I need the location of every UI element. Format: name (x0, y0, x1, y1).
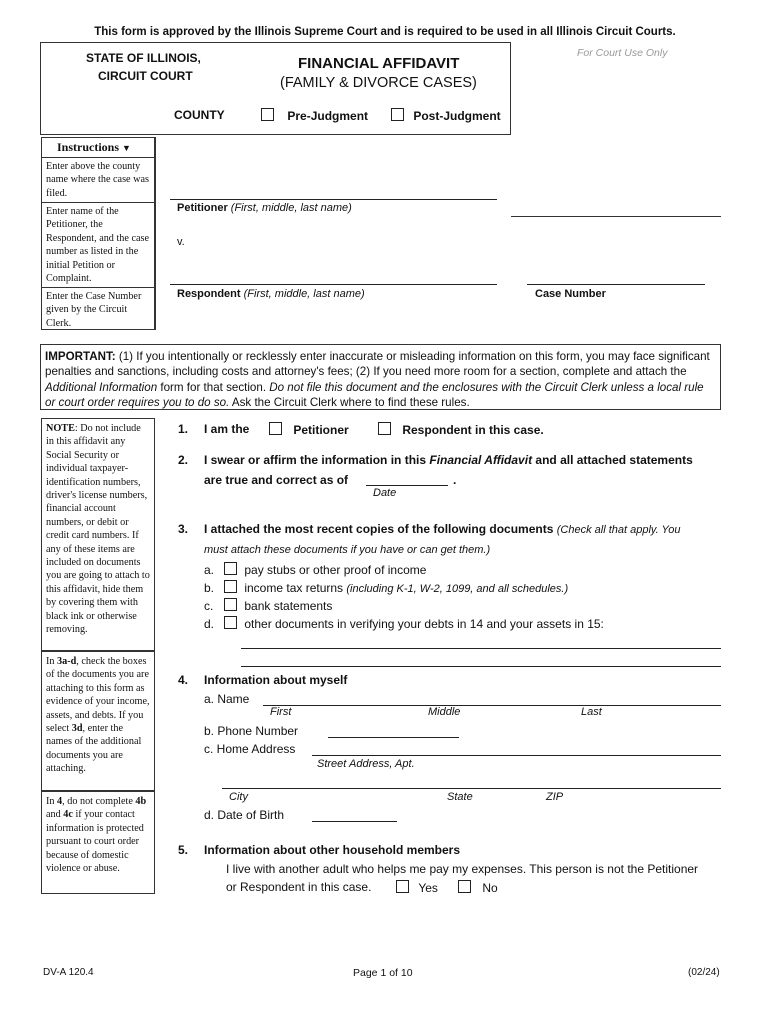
n4-and: and (46, 809, 64, 821)
petitioner-hint: (First, middle, last name) (230, 202, 352, 214)
s4-city-input[interactable] (222, 788, 721, 789)
s4-name-label: a. Name (204, 692, 250, 706)
s2-number: 2. (178, 453, 189, 467)
s3-item-a[interactable] (204, 562, 426, 577)
important-text-4: Do not file this document and the enclosures with the Circuit Clerk unless a local rule or court order requires you to do so. (45, 380, 704, 409)
respondent-label-text: Respondent (177, 288, 241, 300)
s2-date-label: Date (373, 487, 397, 499)
n4-bold2: 4b (135, 796, 147, 807)
respondent-input[interactable] (170, 284, 497, 285)
s4-city-label: City (229, 791, 248, 803)
s4-title: Information about myself (204, 673, 348, 687)
s1-petitioner-checkbox[interactable] (269, 422, 282, 435)
top-notice: This form is approved by the Illinois Supreme Court and is required to be used in all Illinois Circuit Courts. (94, 26, 676, 38)
s4-address-label: c. Home Address (204, 742, 296, 756)
important-label: IMPORTANT: (45, 350, 116, 363)
s2-line-2: are true and correct as of (204, 473, 349, 487)
s5-number: 5. (178, 843, 189, 857)
s4-name-input[interactable] (263, 705, 721, 706)
s4-last-label: Last (581, 706, 602, 718)
post-judgment-label: Post-Judgment (413, 109, 501, 123)
s4-dob-label: d. Date of Birth (204, 808, 285, 822)
caret-down-icon: ▼ (122, 143, 131, 153)
s3-line-2: must attach these documents if you have or can get them.) (204, 544, 491, 556)
n4-post: if your contact information is protected pursuant to court order because of domestic violence or abuse. (46, 809, 144, 875)
pre-judgment-label: Pre-Judgment (287, 109, 369, 123)
n4-bold3: 4c (63, 809, 73, 821)
n3-post: , enter the names of the additional documents you are attaching. (46, 723, 142, 775)
respondent-label (177, 288, 365, 300)
s4-number: 4. (178, 673, 189, 687)
s1-number: 1. (178, 422, 189, 436)
s5-title: Information about other household members (204, 843, 461, 857)
s2-text-b: Financial Affidavit (429, 453, 533, 467)
s4-state-label: State (447, 791, 473, 803)
n4-pre: In (46, 796, 58, 807)
petitioner-label (177, 202, 352, 214)
s4-first-label: First (270, 706, 292, 718)
important-text-3: form for that section. (157, 380, 270, 394)
important-text-5: Ask the Circuit Clerk where to find these rules. (229, 395, 470, 409)
instructions-county-note: Enter above the county name where the case was filed. (46, 161, 149, 199)
s3-other-docs-line-2[interactable] (241, 666, 721, 667)
s3-item-b[interactable] (204, 580, 568, 595)
footer-revision: (02/24) (688, 967, 720, 978)
s3-b-text: income tax returns (244, 581, 347, 595)
important-text-1: (1) If you intentionally or recklessly enter inaccurate or misleading information on this form, you may face significant penalties and sanctions, including costs and attorney's fees; (2) If you need more room for a section, complete and attach the (45, 350, 710, 379)
note-section-4 (41, 791, 155, 894)
s4-zip-label: ZIP (546, 791, 564, 803)
versus-label: v. (177, 236, 185, 248)
s3-a-checkbox[interactable] (224, 562, 237, 575)
instructions-rule-2 (41, 287, 155, 288)
s3-item-d[interactable] (204, 616, 604, 631)
s4-phone-label: b. Phone Number (204, 724, 299, 738)
s3-c-checkbox[interactable] (224, 598, 237, 611)
n3-pre: In (46, 656, 58, 667)
case-number-label: Case Number (535, 288, 606, 300)
s5-no-checkbox[interactable] (458, 880, 471, 893)
s3-b-note: (including K-1, W-2, 1099, and all schedules.) (346, 583, 569, 595)
s3-c-text: bank statements (244, 599, 333, 613)
n3-bold: 3a-d (57, 656, 77, 667)
footer-page: Page 1 of 10 (353, 967, 413, 979)
s4-street-input[interactable] (312, 755, 721, 756)
s1-petitioner-option[interactable] (269, 422, 349, 437)
note-privacy (41, 418, 155, 651)
s3-d-text: other documents in verifying your debts in 14 and your assets in 15: (244, 617, 604, 631)
s5-no-label: No (482, 881, 498, 895)
pre-judgment-checkbox[interactable] (261, 108, 274, 121)
s3-c-letter: c. (204, 599, 214, 613)
s2-line-1 (204, 453, 693, 467)
s1-respondent-label: Respondent in this case. (402, 423, 544, 437)
s2-date-input[interactable] (366, 485, 448, 486)
parties-divider (155, 137, 156, 330)
instructions-case-note: Enter the Case Number given by the Circuit Clerk. (46, 291, 142, 329)
form-subtitle: (FAMILY & DIVORCE CASES) (280, 75, 477, 91)
s3-d-letter: d. (204, 617, 215, 631)
footer-form-id: DV-A 120.4 (43, 967, 94, 978)
s2-period: . (453, 473, 457, 487)
s4-middle-label: Middle (428, 706, 461, 718)
court-use-label: For Court Use Only (577, 47, 668, 59)
instructions-title-text: Instructions (57, 140, 120, 154)
n3-bold2: 3d (71, 723, 83, 735)
s5-yes-option[interactable] (396, 880, 438, 895)
instructions-rule-1 (41, 202, 155, 203)
s4-phone-input[interactable] (328, 737, 459, 738)
post-judgment-option[interactable] (391, 108, 501, 123)
pre-judgment-option[interactable] (261, 108, 368, 123)
form-title: FINANCIAL AFFIDAVIT (298, 55, 460, 72)
court-use-box (511, 42, 721, 217)
note-label: NOTE (46, 423, 75, 434)
s3-item-c[interactable] (204, 598, 332, 613)
respondent-hint: (First, middle, last name) (243, 288, 365, 300)
instructions-title-rule (41, 157, 155, 158)
petitioner-label-text: Petitioner (177, 202, 228, 214)
note-section-3 (41, 651, 155, 791)
county-label: COUNTY (174, 108, 225, 122)
important-box (40, 344, 721, 410)
petitioner-input[interactable] (170, 199, 497, 200)
s5-yes-checkbox[interactable] (396, 880, 409, 893)
s4-dob-input[interactable] (312, 821, 397, 822)
s1-text: I am the (204, 422, 250, 436)
s5-yes-label: Yes (418, 881, 438, 895)
s3-text-b: (Check all that apply. You (556, 524, 681, 536)
s5-text-1: I live with another adult who helps me pay my expenses. This person is not the Petitioner (226, 862, 699, 876)
s4-street-label: Street Address, Apt. (317, 758, 415, 770)
s2-text-c: and all attached statements (532, 453, 693, 467)
state-label: STATE OF ILLINOIS, (86, 51, 201, 65)
s5-no-option[interactable] (458, 880, 498, 895)
s3-d-checkbox[interactable] (224, 616, 237, 629)
s3-b-checkbox[interactable] (224, 580, 237, 593)
s3-a-letter: a. (204, 563, 215, 577)
instructions-names-note: Enter name of the Petitioner, the Respondent, and the case number as listed in the initial Petition or Complaint. (46, 206, 149, 285)
case-number-input[interactable] (527, 284, 705, 285)
s2-text-a: I swear or affirm the information in this (204, 453, 430, 467)
s1-respondent-checkbox[interactable] (378, 422, 391, 435)
instructions-title (57, 140, 131, 155)
s3-a-text: pay stubs or other proof of income (244, 563, 427, 577)
court-label: CIRCUIT COURT (98, 69, 193, 83)
post-judgment-checkbox[interactable] (391, 108, 404, 121)
s3-number: 3. (178, 522, 189, 536)
s3-text-a: I attached the most recent copies of the following documents (204, 522, 554, 536)
note-text: : Do not include in this affidavit any Social Security or individual taxpayer-identification numbers, driver's license numbers, financial account numbers, or debit or credit card numbers. If any of these items are included on documents you are going to attach to this affidavit, hide them by covering them with black ink or otherwise removing. (46, 423, 150, 636)
s3-other-docs-line-1[interactable] (241, 648, 721, 649)
n4-mid: , do not complete (62, 796, 136, 807)
s3-line-1 (204, 522, 680, 536)
n3-mid: , check the boxes of the documents you are attaching to this form as evidence of your income, assets, and debts. If you select (46, 656, 150, 735)
s1-petitioner-label: Petitioner (293, 423, 349, 437)
s1-respondent-option[interactable] (378, 422, 544, 437)
s3-b-letter: b. (204, 581, 215, 595)
important-text-2: Additional Information (45, 380, 158, 394)
s5-text-2: or Respondent in this case. (226, 880, 372, 894)
n4-bold: 4 (57, 796, 63, 807)
